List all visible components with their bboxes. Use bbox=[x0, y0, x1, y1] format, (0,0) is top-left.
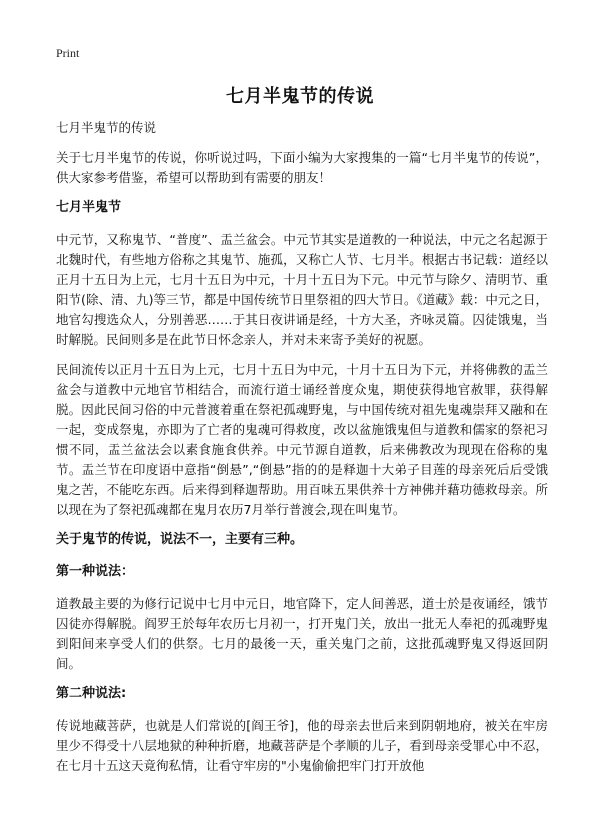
paragraph: 传说地藏菩萨，也就是人们常说的[阎王爷]，他的母亲去世后来到阴朝地府，被关在牢房里少不得受十八层地狱的种种折磨，地藏菩萨是个孝顺的儿子，看到母亲受罪心中不忍，在七月十五这天竟徇私情，让看守牢房的"小鬼偷偷把牢门打开放他 bbox=[56, 718, 548, 773]
article-subtitle: 七月半鬼节的传说 bbox=[56, 120, 157, 135]
section-heading-second-legend: 第二种说法: bbox=[56, 686, 127, 701]
page-title: 七月半鬼节的传说 bbox=[226, 86, 374, 107]
paragraph: 中元节，又称鬼节、“普度”、盂兰盆会。中元节其实是道教的一种说法，中元之名起源于北魏时代，有些地方俗称之其鬼节、施孤，又称亡人节、七月半。根据古书记载：道经以正月十五日为上元，七月十五日为中元，十月十五日为下元。中元节与除夕、清明节、重阳节(除、清、九)等三节，都是中国传统节日里祭祖的四大节日。《道藏》载：中元之日，地官勾搜选众人，分别善恶……于其日夜讲诵是经，十方大圣，齐咏灵篇。囚徒饿鬼，当时解脱。民间则多是在此节日怀念亲人，并对未来寄予美好的祝愿。 bbox=[56, 232, 548, 347]
section-heading-first-legend: 第一种说法： bbox=[56, 564, 135, 579]
section-heading-ghost-festival: 七月半鬼节 bbox=[56, 200, 122, 215]
paragraph: 民间流传以正月十五日为上元，七月十五日为中元，十月十五日为下元，并将佛教的盂兰盆会与道教中元地官节相结合，而流行道士诵经普度众鬼，期使获得地官赦罪，获得解脱。因此民间习俗的中元普渡着重在祭祀孤魂野鬼，与中国传统对祖先鬼魂崇拜又融和在一起，变成祭鬼，亦即为了亡者的鬼魂可得救度，改以盆施饿鬼但与道教和儒家的祭祀习惯不同，盂兰盆法会以素食施食供养。中元节源自道教，后来佛教改为现现在俗称的鬼节。盂兰节在印度语中意指“倒悬”,“倒悬”指的的是释迦十大弟子目莲的母亲死后后受饿鬼之苦，不能吃东西。后来得到释迦帮助。用百味五果供养十方神佛并藉功德救母亲。所以现在为了祭祀孤魂都在鬼月农历7月举行普渡会,现在叫鬼节。 bbox=[56, 362, 548, 517]
print-link[interactable]: Print bbox=[56, 46, 80, 60]
paragraph: 道教最主要的为修行记说中七月中元日，地官降下，定人间善恶，道士於是夜诵经，饿节囚徒亦得解脱。阎罗王於每年农历七月初一，打开鬼门关，放出一批无人奉祀的孤魂野鬼到阳间来享受人们的供祭。七月的最後一天，重关鬼门之前，这批孤魂野鬼又得返回阴间。 bbox=[56, 596, 548, 671]
article-body bbox=[56, 118, 548, 786]
section-heading-legends: 关于鬼节的传说，说法不一，主要有三种。 bbox=[56, 532, 304, 547]
intro-paragraph: 关于七月半鬼节的传说，你听说过吗，下面小编为大家搜集的一篇“七月半鬼节的传说”，供大家参考借鉴，希望可以帮助到有需要的朋友！ bbox=[56, 150, 548, 185]
